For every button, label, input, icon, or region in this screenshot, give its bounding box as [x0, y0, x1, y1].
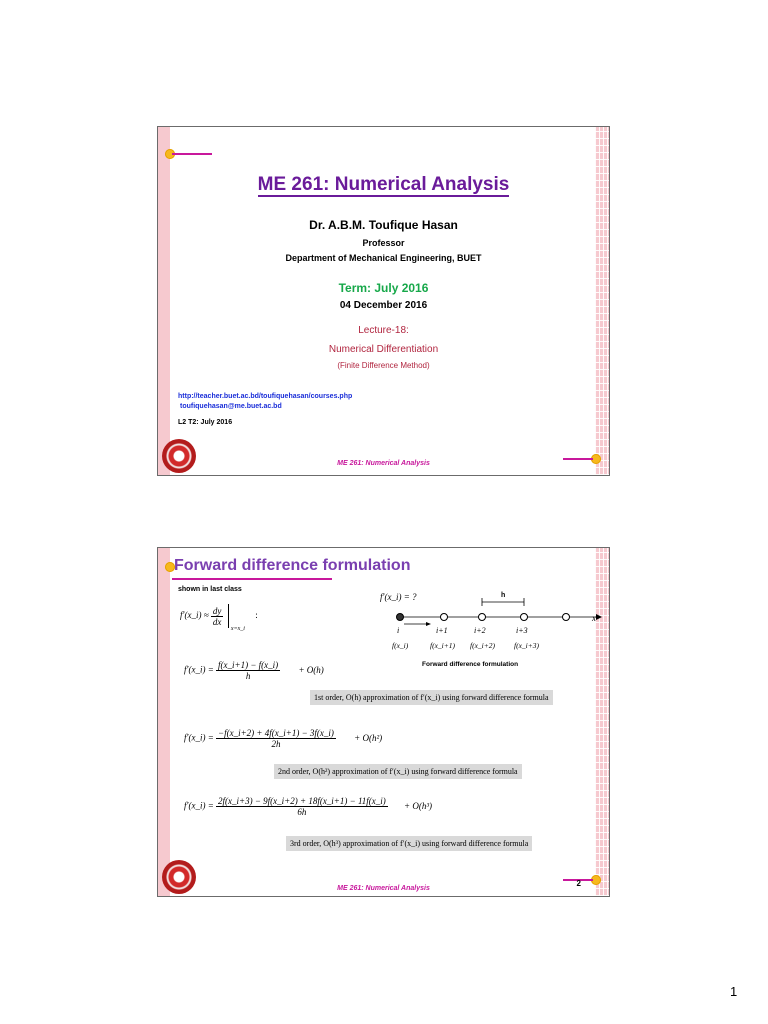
slide-page-number: 2 — [576, 879, 581, 888]
buet-logo — [162, 439, 196, 473]
formula-first-order: f′(x_i) = $\frac{f(x\_i+1) - f(x\_i)}{h}$ + O(h) — [184, 660, 324, 681]
h-label: h — [501, 592, 506, 599]
decor-line-top — [172, 153, 212, 155]
author-role: Professor — [362, 238, 405, 248]
diagram-caption: Forward difference formulation — [422, 661, 519, 668]
func-label: f(x_i) — [392, 641, 409, 650]
slide-footer: ME 261: Numerical Analysis — [337, 885, 430, 892]
caption-first-order: 1st order, O(h) approximation of f′(x_i) using forward difference formula — [310, 690, 553, 705]
formula-second-order: f′(x_i) = $\frac{-f(x\_i+2) + 4f(x\_i+1) - 3f(x\_i)}{2h}$ + O(h²) — [184, 728, 383, 749]
lecture-topic: Numerical Differentiation — [328, 344, 439, 355]
slide-title: Forward difference formulation — [174, 557, 411, 574]
stencil-diagram — [370, 586, 602, 674]
func-label: f(x_i+3) — [514, 641, 540, 650]
lecture-number: Lecture-18: — [358, 325, 409, 336]
derivative-question: f′(x_i) = ? — [380, 592, 417, 602]
formula-third-order: f′(x_i) = $\frac{2f(x\_i+3) - 9f(x\_i+2) + 18f(x\_i+1) - 11f(x\_i)}{6h}$ + O(h³) — [184, 796, 433, 817]
node-i-plus-2 — [479, 614, 486, 621]
author-name: Dr. A.B.M. Toufique Hasan — [309, 218, 458, 232]
node-label: i+1 — [436, 626, 448, 635]
email-link[interactable]: toufiquehasan@me.buet.ac.bd — [180, 403, 282, 410]
slide-footer: ME 261: Numerical Analysis — [337, 460, 430, 467]
node-label: i+2 — [474, 626, 486, 635]
course-url-link[interactable]: http://teacher.buet.ac.bd/toufiquehasan/courses.php — [178, 393, 353, 400]
node-i-plus-1 — [441, 614, 448, 621]
caption-third-order: 3rd order, O(h³) approximation of f′(x_i) using forward difference formula — [286, 836, 532, 851]
slide-subtitle: shown in last class — [178, 586, 242, 593]
forward-difference-slide — [157, 547, 610, 897]
node-i-plus-3 — [521, 614, 528, 621]
term: Term: July 2016 — [338, 281, 429, 295]
course-title: ME 261: Numerical Analysis — [257, 174, 510, 195]
x-axis-label: x — [592, 613, 596, 623]
node-i — [397, 614, 404, 621]
func-label: f(x_i+1) — [430, 641, 456, 650]
department: Department of Mechanical Engineering, BUET — [285, 253, 482, 263]
func-label: f(x_i+2) — [470, 641, 496, 650]
lecture-method: (Finite Difference Method) — [337, 361, 430, 370]
page-number: 1 — [730, 984, 738, 999]
left-stripe — [158, 548, 170, 896]
derivative-definition: f′(x_i) ≈ $\frac{dy}{dx}$ $_{x=x\_i}$ : — [180, 605, 258, 633]
node-next — [563, 614, 570, 621]
title-slide — [157, 126, 610, 476]
title-underline — [172, 578, 332, 580]
node-label: i — [397, 626, 400, 635]
class-label: L2 T2: July 2016 — [178, 419, 233, 426]
node-label: i+3 — [516, 626, 528, 635]
caption-second-order: 2nd order, O(h²) approximation of f′(x_i) using forward difference formula — [274, 764, 522, 779]
date: 04 December 2016 — [339, 300, 428, 311]
